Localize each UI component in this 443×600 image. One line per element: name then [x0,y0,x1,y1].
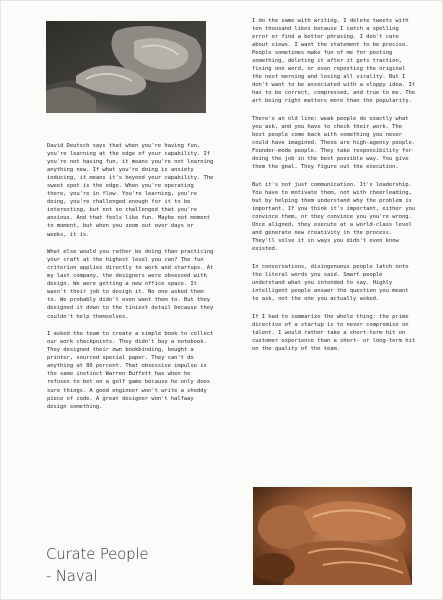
right-column [252,17,418,363]
author-line: - Naval [46,567,98,585]
right-paragraph-1: I do the same with writing. I delete tweets with ten thousand likes because I catch a spelling error or find a better phrasing. I don't care about views. I want the statement to be precise. People sometimes make fun of me for posting something, deleting it after it gets traction, fixing one word, or even reposting the original the next morning and losing all virality. But I don't want to be associated with a sloppy idea. It has to be correct, compressed, and true to me. The art being right matters more than the popularity. [252,18,415,105]
right-paragraph-4: In conversations, disingenuous people latch onto the literal words you said. Smart people understand what you intended to say. Highly intelligent people answer the question you meant to ask, not the one you actually asked. [252,264,409,303]
left-column [47,142,214,420]
left-paragraph-2: What else would you rather be doing than practicing your craft at the highest level you can? The fun criterion applies directly to work and startups. At my last company, the designers were obsessed with design. We were getting a new office space. It wasn't their job to design it. No one asked them to. We probably didn't even want them to. But they designed it down to the tiniest detail because they couldn't help themselves. [47,249,214,320]
right-paragraph-2: There's an old line: weak people do exactly what you ask, and you have to check their work. The best people come back with something you never could have imagined. These are high-agency people. Founder-mode people. They take responsibility for doing the job in the best possible way. You give them the goal. They figure out the execution. [252,116,415,171]
article-title [46,543,226,587]
right-paragraph-3: But it's not just communication. It's leadership. You have to motivate them, not with cheerleading, but by helping them understand why the problem is important. If you think it's important, either you convince them, or they convince you you're wrong. Once aligned, they execute at a world-class level and generate new creativity in the process. They'll solve it in ways you didn't even know existed. [252,182,415,253]
pottery-clay-photo [253,487,412,585]
title-line: Curate People [46,545,149,563]
right-paragraph-5: If I had to summarize the whole thing: the prime directive of a startup is to never compromise on talent. I would rather take a short-term hit on customer experience than a short- or long-term hit on the quality of the team. [252,313,415,353]
pottery-clay-image [253,487,412,585]
left-paragraph-3: I asked the team to create a simple book to collect our work checkpoints. They didn't buy a notebook. They designed their own bookbinding, bought a printer, sourced special paper. They can't do anything at 80 percent. That obsessive impulse is the same instinct Warren Buffett has when he refuses to bet on a golf game because he only does sure things. A good engineer won't write a shoddy piece of code. A great designer won't halfway design something. [47,331,214,410]
left-paragraph-1: David Deutsch says that when you're having fun, you're learning at the edge of your capability. If you're not having fun, it means you're not learning anything new. If what you're doing is anxiety inducing, it means it's beyond your capability. The sweet spot is the edge. When you're operating there, you're in flow. You're learning, you're doing, you're challenged enough for it to be interesting, but not so challenged that you're anxious. And that feels like fun. Maybe not moment to moment, but when you zoom out over days or weeks, it is. [47,143,214,238]
pottery-hands-photo [46,21,206,113]
pottery-hands-image [46,21,206,113]
